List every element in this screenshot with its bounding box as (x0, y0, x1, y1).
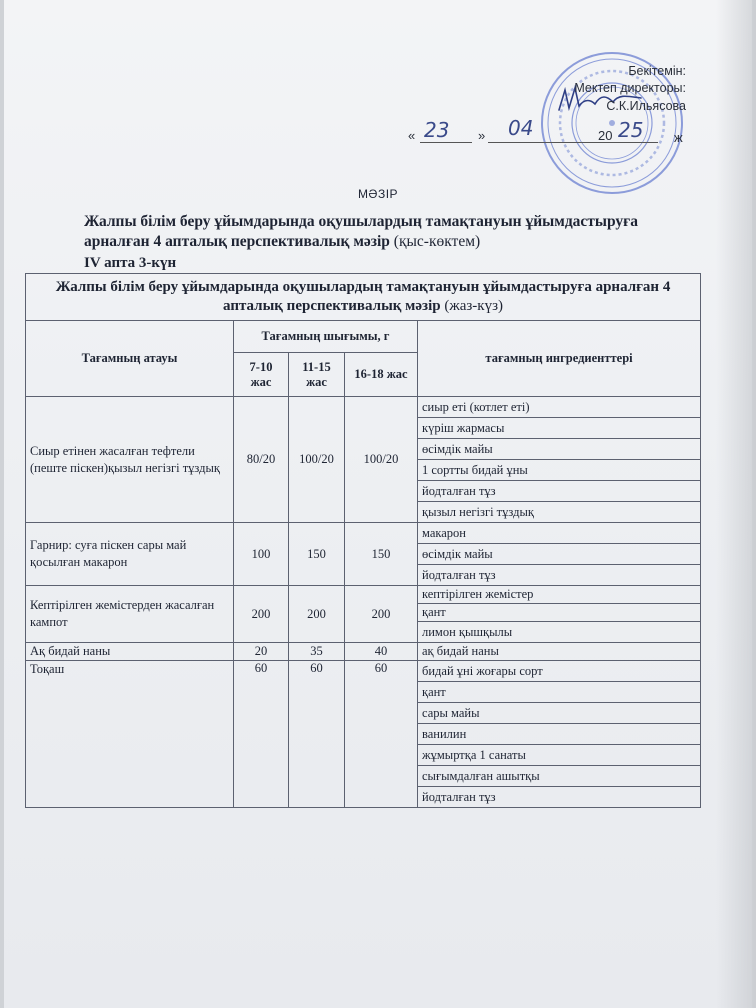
page-edge-left (0, 0, 4, 1008)
ingredient: лимон қышқылы (418, 622, 701, 643)
ingredient: жұмыртқа 1 санаты (418, 745, 701, 766)
ingredient: 1 сортты бидай ұны (418, 460, 701, 481)
dish-yield: 200 (289, 586, 345, 643)
age-group-11-15: 11-15 жас (289, 353, 345, 397)
heading-season: (қыс-көктем) (393, 233, 481, 250)
date-year-suffix: 25 (618, 118, 644, 142)
ingredient: йодталған тұз (418, 565, 701, 586)
menu-table (25, 273, 701, 808)
dish-yield: 100/20 (345, 397, 418, 523)
caption-main: Жалпы білім беру ұйымдарында оқушылардың тамақтануын ұйымдастыруға арналған 4 апталық перспективалық мәзір (55, 279, 671, 314)
dish-yield: 60 (345, 661, 418, 808)
ingredient: қант (418, 604, 701, 622)
dish-name: Ақ бидай наны (26, 643, 234, 661)
dish-yield: 200 (345, 586, 418, 643)
dish-name: Сиыр етінен жасалған тефтели (пеште піскен)қызыл негізгі тұздық (26, 397, 234, 523)
dish-yield: 35 (289, 643, 345, 661)
ingredient: ванилин (418, 724, 701, 745)
approval-label: Бекітемін: (628, 64, 686, 78)
document-heading (84, 212, 704, 252)
age-group-16-18: 16-18 жас (345, 353, 418, 397)
ingredient: йодталған тұз (418, 787, 701, 808)
ingredient: кептірілген жемістер (418, 586, 701, 604)
date-year-prefix: 20 (598, 128, 613, 143)
director-name: С.К.Ильясова (606, 99, 686, 113)
document-title: МӘЗІР (357, 187, 399, 201)
ingredient: қант (418, 682, 701, 703)
ingredient: өсімдік майы (418, 544, 701, 565)
table-row (26, 643, 701, 661)
date-close-quote: » (478, 128, 486, 143)
dish-name: Гарнир: суға піскен сары май қосылған макарон (26, 523, 234, 586)
table-row (26, 523, 701, 544)
dish-yield: 200 (234, 586, 289, 643)
dish-yield: 60 (234, 661, 289, 808)
ingredient: күріш жармасы (418, 418, 701, 439)
col-header-name: Тағамның атауы (26, 321, 234, 397)
dish-yield: 150 (289, 523, 345, 586)
table-caption (26, 274, 701, 321)
heading-main: Жалпы білім беру ұйымдарында оқушылардың тамақтануын ұйымдастыруға арналған 4 апталық перспективалық мәзір (84, 213, 638, 250)
date-month: 04 (508, 116, 534, 140)
ingredient: бидай ұні жоғары сорт (418, 661, 701, 682)
dish-yield: 40 (345, 643, 418, 661)
table-row (26, 586, 701, 604)
dish-yield: 100 (234, 523, 289, 586)
approval-date (408, 116, 688, 148)
ingredient: өсімдік майы (418, 439, 701, 460)
dish-name: Кептірілген жемістерден жасалған кампот (26, 586, 234, 643)
col-header-ingredients: тағамның ингредиенттері (418, 321, 701, 397)
col-header-yield: Тағамның шығымы, г (234, 321, 418, 353)
dish-yield: 150 (345, 523, 418, 586)
director-title: Мектеп директоры: (574, 81, 686, 95)
table-row (26, 397, 701, 418)
table-row (26, 661, 701, 682)
ingredient: йодталған тұз (418, 481, 701, 502)
date-day: 23 (424, 118, 450, 142)
dish-yield: 20 (234, 643, 289, 661)
dish-name: Тоқаш (26, 661, 234, 808)
ingredient: сары майы (418, 703, 701, 724)
ingredient: макарон (418, 523, 701, 544)
week-day-label: IV апта 3-күн (84, 255, 177, 271)
ingredient: қызыл негізгі тұздық (418, 502, 701, 523)
age-group-7-10: 7-10 жас (234, 353, 289, 397)
page-shadow-right (716, 0, 756, 1008)
ingredient: ақ бидай наны (418, 643, 701, 661)
caption-season: (жаз-күз) (444, 298, 504, 314)
ingredient: сығымдалған ашытқы (418, 766, 701, 787)
dish-yield: 100/20 (289, 397, 345, 523)
ingredient: сиыр еті (котлет еті) (418, 397, 701, 418)
dish-yield: 80/20 (234, 397, 289, 523)
date-open-quote: « (408, 128, 416, 143)
dish-yield: 60 (289, 661, 345, 808)
date-year-word: ж (674, 130, 683, 145)
